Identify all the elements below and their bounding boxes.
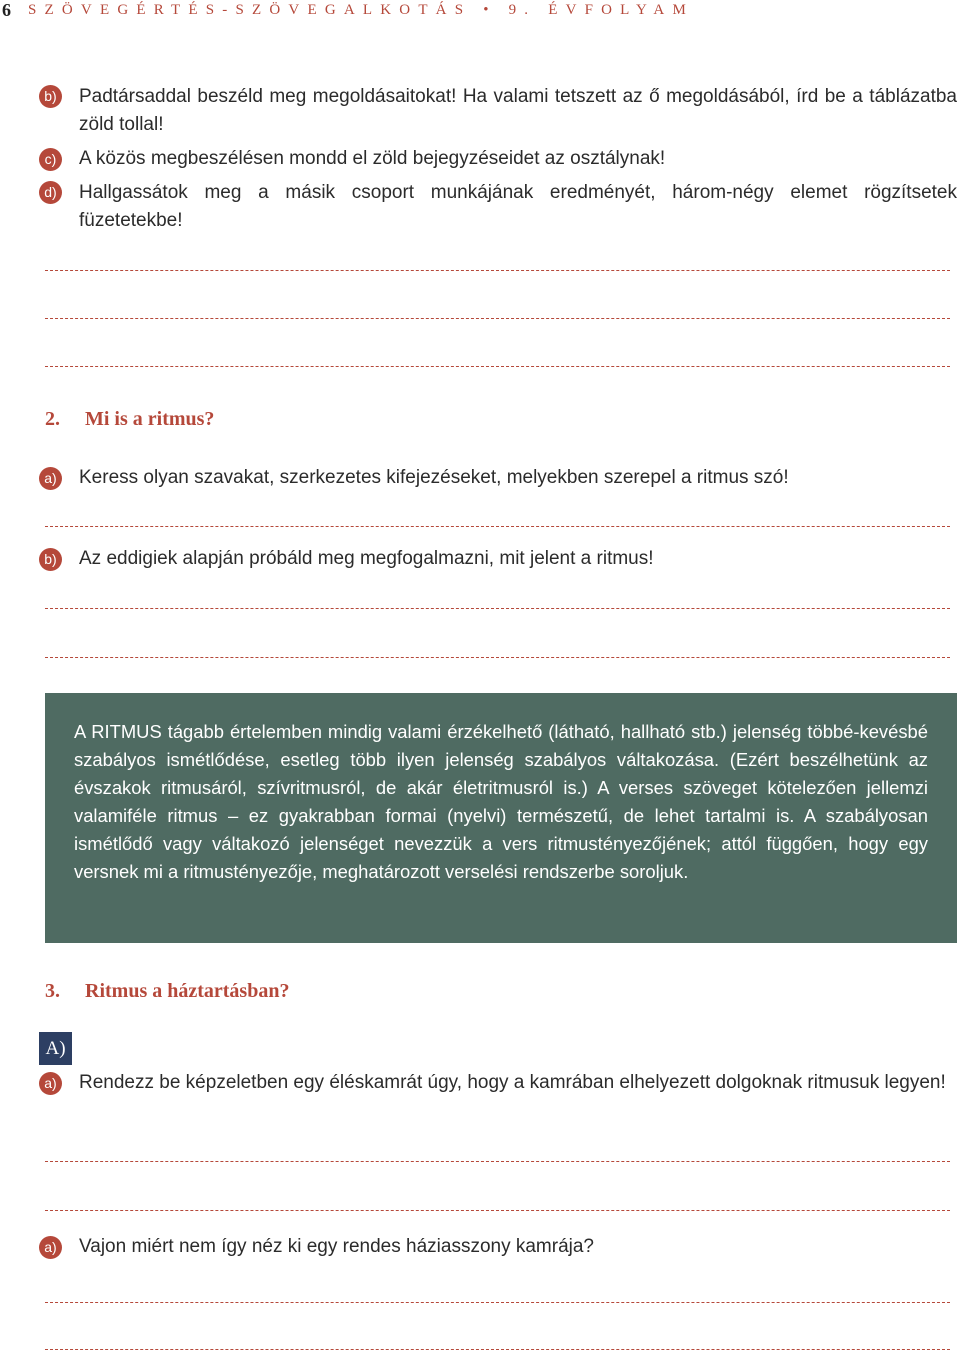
answer-line[interactable]	[45, 526, 950, 527]
part-badge: A)	[39, 1032, 72, 1065]
answer-line[interactable]	[45, 366, 950, 367]
answer-line[interactable]	[45, 608, 950, 609]
answer-line[interactable]	[45, 1161, 950, 1162]
task-text-a: Rendezz be képzeletben egy éléskamrát úgy, hogy a kamrában elhelyezett dolgoknak ritmusuk legyen!	[79, 1072, 946, 1093]
task-badge-a: a)	[39, 467, 62, 490]
section-number: 3.	[45, 980, 60, 1002]
task-text-a: Keress olyan szavakat, szerkezetes kifejezéseket, melyekben szerepel a ritmus szó!	[79, 467, 789, 488]
section-number: 2.	[45, 408, 60, 430]
answer-line[interactable]	[45, 1210, 950, 1211]
task-badge-d: d)	[39, 181, 62, 204]
definition-box	[45, 693, 957, 943]
task-badge-b: b)	[39, 85, 62, 108]
task-badge-c: c)	[39, 148, 62, 171]
task-text-b: Az eddigiek alapján próbáld meg megfogalmazni, mit jelent a ritmus!	[79, 548, 654, 569]
section-heading-2	[45, 408, 214, 431]
section-heading-3	[45, 980, 289, 1003]
task-badge-a: a)	[39, 1072, 62, 1095]
section-title: Ritmus a háztartásban?	[85, 980, 290, 1002]
task-badge-a: a)	[39, 1236, 62, 1259]
answer-line[interactable]	[45, 1302, 950, 1303]
answer-line[interactable]	[45, 1349, 950, 1350]
running-title: SZÖVEGÉRTÉS-SZÖVEGALKOTÁS • 9. ÉVFOLYAM	[28, 2, 694, 18]
definition-text: A RITMUS tágabb értelemben mindig valami érzékelhető (látható, hallható stb.) jelenség többé-kevésbé szabályos ismétlődése, esetleg több ilyen jelenség szabályos váltakozása. (Ezért beszélhetünk az évszakok ritmusáról, szívritmusról, de akár életritmusról is.) A verses szöveget kötelezően jellemzi valamiféle ritmus – ez gyakrabban formai (nyelvi) természetű, de lehet tartalmi is. A szabályosan ismétlődő vagy váltakozó jelenséget nevezzük a vers ritmustényezőjének; attól függően, hogy egy versnek mi a ritmustényezője, meghatározott verselési rendszerbe soroljuk.	[74, 721, 928, 882]
section-title: Mi is a ritmus?	[85, 408, 215, 430]
task-text-d: Hallgassátok meg a másik csoport munkájának eredményét, három-négy elemet rögzítsetek füzetetekbe!	[79, 182, 957, 231]
answer-line[interactable]	[45, 270, 950, 271]
task-text-c: A közös megbeszélésen mondd el zöld bejegyzéseidet az osztálynak!	[79, 148, 666, 169]
answer-line[interactable]	[45, 657, 950, 658]
task-badge-b: b)	[39, 548, 62, 571]
answer-line[interactable]	[45, 318, 950, 319]
task-text-b: Padtársaddal beszéld meg megoldásaitokat! Ha valami tetszett az ő megoldásából, írd be a táblázatba zöld tollal!	[79, 86, 957, 135]
page-header	[0, 0, 960, 24]
task-text-a: Vajon miért nem így néz ki egy rendes háziasszony kamrája?	[79, 1236, 595, 1257]
page-number: 6	[2, 0, 11, 20]
